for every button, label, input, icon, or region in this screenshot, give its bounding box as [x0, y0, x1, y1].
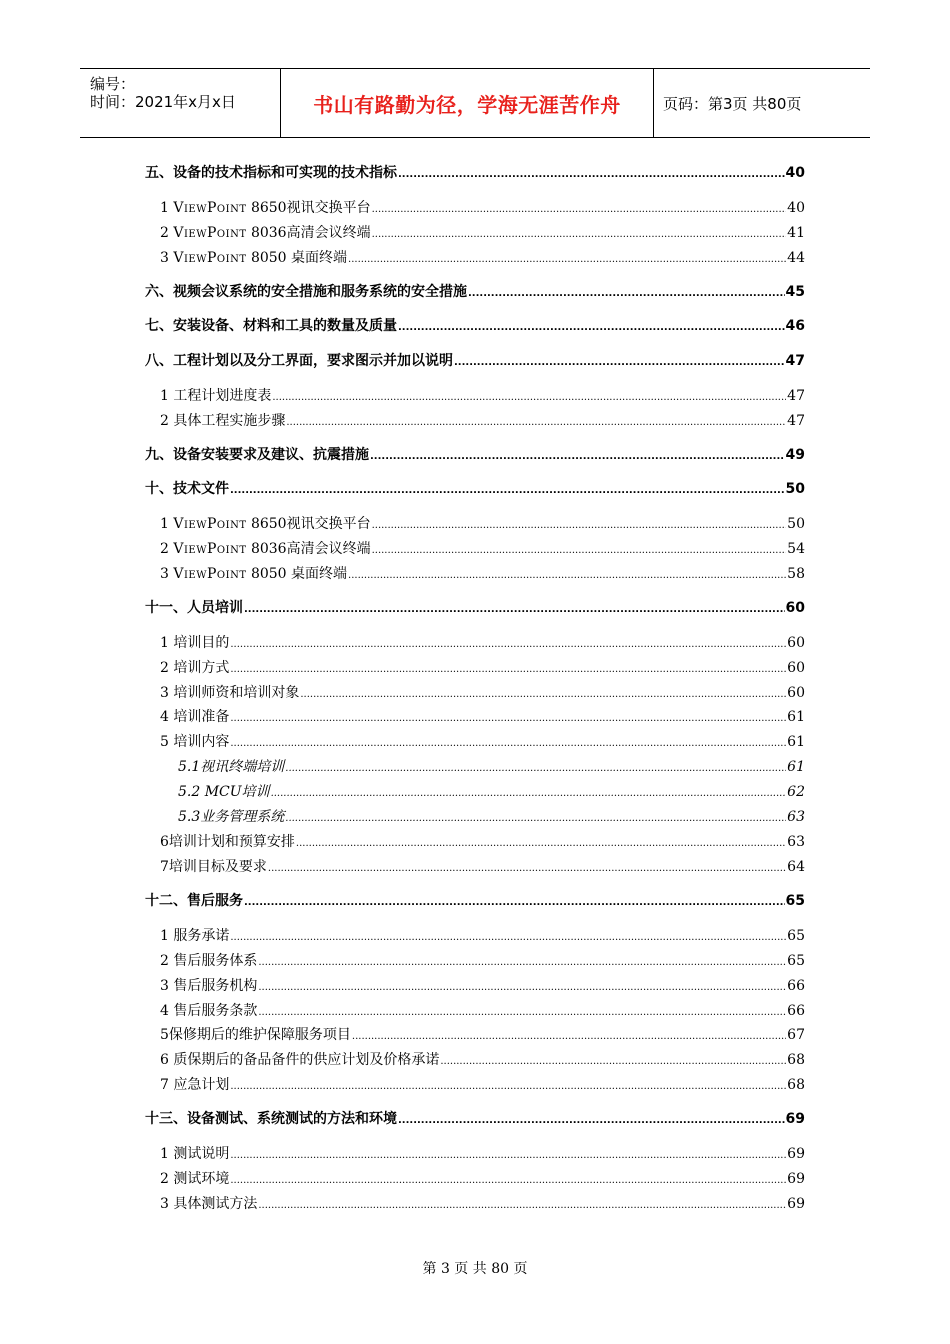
toc-page-number: 50	[787, 516, 805, 532]
toc-page-number: 40	[787, 200, 805, 216]
toc-entry-label: 7培训目标及要求	[160, 859, 267, 875]
toc-page-number: 54	[787, 541, 805, 557]
toc-entry-label: 5保修期后的维护保障服务项目	[160, 1027, 351, 1043]
toc-entry[interactable]	[160, 1193, 805, 1213]
header-time-label: 时间：2021年x月x日	[90, 93, 236, 111]
toc-page-number: 60	[787, 685, 805, 701]
toc-entry-label: 5.1视讯终端培训	[178, 759, 285, 775]
toc-entry[interactable]	[160, 632, 805, 652]
toc-entry[interactable]	[160, 385, 805, 405]
toc-entry-label: 6培训计划和预算安排	[160, 834, 295, 850]
toc-entry-label: 1 培训目的	[160, 635, 230, 651]
toc-dot-leader	[230, 709, 786, 725]
toc-page-number: 65	[787, 928, 805, 944]
toc-page-number: 58	[787, 566, 805, 582]
toc-entry-label: 八、工程计划以及分工界面，要求图示并加以说明	[145, 353, 453, 369]
toc-entry[interactable]	[160, 563, 805, 583]
toc-entry-label: 6 质保期后的备品备件的供应计划及价格承诺	[160, 1052, 440, 1068]
toc-entry[interactable]	[160, 682, 805, 702]
toc-entry[interactable]	[160, 831, 805, 851]
toc-entry-label: 2 测试环境	[160, 1171, 230, 1187]
toc-entry[interactable]	[160, 856, 805, 876]
toc-page-number: 60	[785, 600, 805, 616]
toc-dot-leader	[258, 978, 786, 994]
toc-entry[interactable]	[160, 1000, 805, 1020]
toc-dot-leader	[348, 566, 786, 582]
toc-heading-entry[interactable]	[145, 478, 805, 498]
toc-dot-leader	[230, 1146, 786, 1162]
toc-entry-label: 五、设备的技术指标和可实现的技术指标	[145, 165, 397, 181]
toc-dot-leader	[398, 318, 785, 334]
toc-heading-entry[interactable]	[145, 350, 805, 370]
toc-heading-entry[interactable]	[145, 890, 805, 910]
toc-entry[interactable]	[160, 410, 805, 430]
toc-dot-leader	[372, 541, 787, 557]
header-number-label: 编号：	[90, 75, 136, 93]
toc-entry[interactable]	[160, 975, 805, 995]
toc-dot-leader	[296, 834, 786, 850]
toc-dot-leader	[230, 734, 786, 750]
toc-dot-leader	[230, 1171, 786, 1187]
toc-page-number: 68	[787, 1077, 805, 1093]
toc-dot-leader	[258, 953, 786, 969]
toc-dot-leader	[230, 635, 786, 651]
header-page-info: 页码：第3页 共80页	[663, 94, 802, 113]
toc-page-number: 69	[787, 1196, 805, 1212]
toc-entry-label: 3 ViewPoint 8050 桌面终端	[160, 250, 348, 266]
toc-page-number: 69	[785, 1111, 805, 1127]
toc-page-number: 63	[787, 834, 805, 850]
toc-heading-entry[interactable]	[145, 1108, 805, 1128]
toc-dot-leader	[268, 859, 786, 875]
toc-dot-leader	[372, 200, 787, 216]
toc-entry-label: 1 工程计划进度表	[160, 388, 272, 404]
toc-page-number: 66	[787, 1003, 805, 1019]
header-motto: 书山有路勤为径，学海无涯苦作舟	[313, 92, 621, 117]
toc-heading-entry[interactable]	[145, 444, 805, 464]
toc-page-number: 47	[787, 413, 805, 429]
toc-entry[interactable]	[160, 731, 805, 751]
toc-entry[interactable]	[160, 657, 805, 677]
toc-dot-leader	[272, 388, 786, 404]
toc-entry-label: 九、设备安装要求及建议、抗震措施	[145, 447, 369, 463]
toc-page-number: 61	[787, 759, 805, 775]
toc-page-number: 44	[787, 250, 805, 266]
toc-page-number: 65	[785, 893, 805, 909]
toc-page-number: 47	[785, 353, 805, 369]
toc-entry[interactable]	[160, 1024, 805, 1044]
toc-entry-label: 3 ViewPoint 8050 桌面终端	[160, 566, 348, 582]
toc-entry-label: 5.2 MCU培训	[178, 784, 270, 800]
toc-dot-leader	[258, 1003, 786, 1019]
toc-entry-label: 3 具体测试方法	[160, 1196, 258, 1212]
toc-entry-label: 六、视频会议系统的安全措施和服务系统的安全措施	[145, 284, 467, 300]
toc-entry[interactable]	[160, 950, 805, 970]
toc-heading-entry[interactable]	[145, 281, 805, 301]
toc-dot-leader	[468, 284, 785, 300]
toc-dot-leader	[286, 413, 786, 429]
toc-dot-leader	[230, 1077, 786, 1093]
toc-entry-label: 5.3业务管理系统	[178, 809, 285, 825]
toc-page-number: 46	[785, 318, 805, 334]
toc-entry[interactable]	[160, 222, 805, 242]
toc-heading-entry[interactable]	[145, 597, 805, 617]
toc-page-number: 61	[787, 709, 805, 725]
toc-page-number: 45	[785, 284, 805, 300]
toc-entry-label: 2 售后服务体系	[160, 953, 258, 969]
toc-entry[interactable]	[160, 1049, 805, 1069]
toc-entry-label: 2 ViewPoint 8036高清会议终端	[160, 225, 371, 241]
toc-entry[interactable]	[160, 1074, 805, 1094]
toc-entry-label: 十三、设备测试、系统测试的方法和环境	[145, 1111, 397, 1127]
toc-entry-label: 十一、人员培训	[145, 600, 243, 616]
toc-page-number: 49	[785, 447, 805, 463]
toc-entry-label: 4 培训准备	[160, 709, 230, 725]
toc-entry[interactable]	[160, 1143, 805, 1163]
toc-dot-leader	[370, 447, 785, 463]
toc-page-number: 63	[787, 809, 805, 825]
toc-dot-leader	[454, 353, 785, 369]
toc-entry[interactable]	[160, 706, 805, 726]
toc-page-number: 65	[787, 953, 805, 969]
toc-entry-label: 七、安装设备、材料和工具的数量及质量	[145, 318, 397, 334]
toc-entry[interactable]	[160, 925, 805, 945]
toc-dot-leader	[244, 893, 785, 909]
toc-dot-leader	[352, 1027, 786, 1043]
toc-dot-leader	[440, 1052, 786, 1068]
toc-page-number: 61	[787, 734, 805, 750]
toc-page-number: 41	[787, 225, 805, 241]
toc-page-number: 69	[787, 1171, 805, 1187]
toc-dot-leader	[300, 685, 786, 701]
toc-heading-entry[interactable]	[145, 315, 805, 335]
toc-entry[interactable]	[160, 513, 805, 533]
toc-page-number: 47	[787, 388, 805, 404]
toc-entry[interactable]	[160, 247, 805, 267]
toc-page-number: 66	[787, 978, 805, 994]
toc-entry-label: 2 ViewPoint 8036高清会议终端	[160, 541, 371, 557]
toc-entry[interactable]	[178, 756, 805, 776]
toc-entry-label: 1 ViewPoint 8650视讯交换平台	[160, 516, 371, 532]
toc-dot-leader	[258, 1196, 786, 1212]
toc-page-number: 60	[787, 660, 805, 676]
toc-dot-leader	[285, 809, 786, 825]
toc-page-number: 68	[787, 1052, 805, 1068]
toc-heading-entry[interactable]	[145, 162, 805, 182]
toc-dot-leader	[230, 928, 786, 944]
page-footer: 第 3 页 共 80 页	[422, 1261, 528, 1277]
toc-entry-label: 1 服务承诺	[160, 928, 230, 944]
toc-dot-leader	[285, 759, 786, 775]
toc-dot-leader	[244, 600, 785, 616]
toc-entry[interactable]	[160, 538, 805, 558]
toc-entry[interactable]	[178, 781, 805, 801]
toc-dot-leader	[230, 481, 785, 497]
toc-page-number: 64	[787, 859, 805, 875]
toc-entry-label: 3 培训师资和培训对象	[160, 685, 300, 701]
toc-dot-leader	[348, 250, 786, 266]
toc-dot-leader	[398, 1111, 785, 1127]
toc-entry-label: 2 培训方式	[160, 660, 230, 676]
toc-entry-label: 2 具体工程实施步骤	[160, 413, 286, 429]
toc-page-number: 62	[787, 784, 805, 800]
toc-dot-leader	[372, 225, 787, 241]
toc-entry[interactable]	[160, 1168, 805, 1188]
toc-entry-label: 4 售后服务条款	[160, 1003, 258, 1019]
toc-dot-leader	[398, 165, 785, 181]
toc-page-number: 67	[787, 1027, 805, 1043]
toc-entry-label: 1 测试说明	[160, 1146, 230, 1162]
toc-dot-leader	[230, 660, 786, 676]
toc-entry-label: 十、技术文件	[145, 481, 229, 497]
toc-entry-label: 5 培训内容	[160, 734, 230, 750]
toc-entry-label: 十二、售后服务	[145, 893, 243, 909]
toc-entry[interactable]	[178, 806, 805, 826]
toc-page-number: 40	[785, 165, 805, 181]
toc-entry-label: 1 ViewPoint 8650视讯交换平台	[160, 200, 371, 216]
toc-dot-leader	[271, 784, 787, 800]
toc-entry-label: 3 售后服务机构	[160, 978, 258, 994]
toc-entry[interactable]	[160, 197, 805, 217]
toc-page-number: 60	[787, 635, 805, 651]
toc-page-number: 69	[787, 1146, 805, 1162]
toc-dot-leader	[372, 516, 787, 532]
toc-page-number: 50	[785, 481, 805, 497]
toc-entry-label: 7 应急计划	[160, 1077, 230, 1093]
